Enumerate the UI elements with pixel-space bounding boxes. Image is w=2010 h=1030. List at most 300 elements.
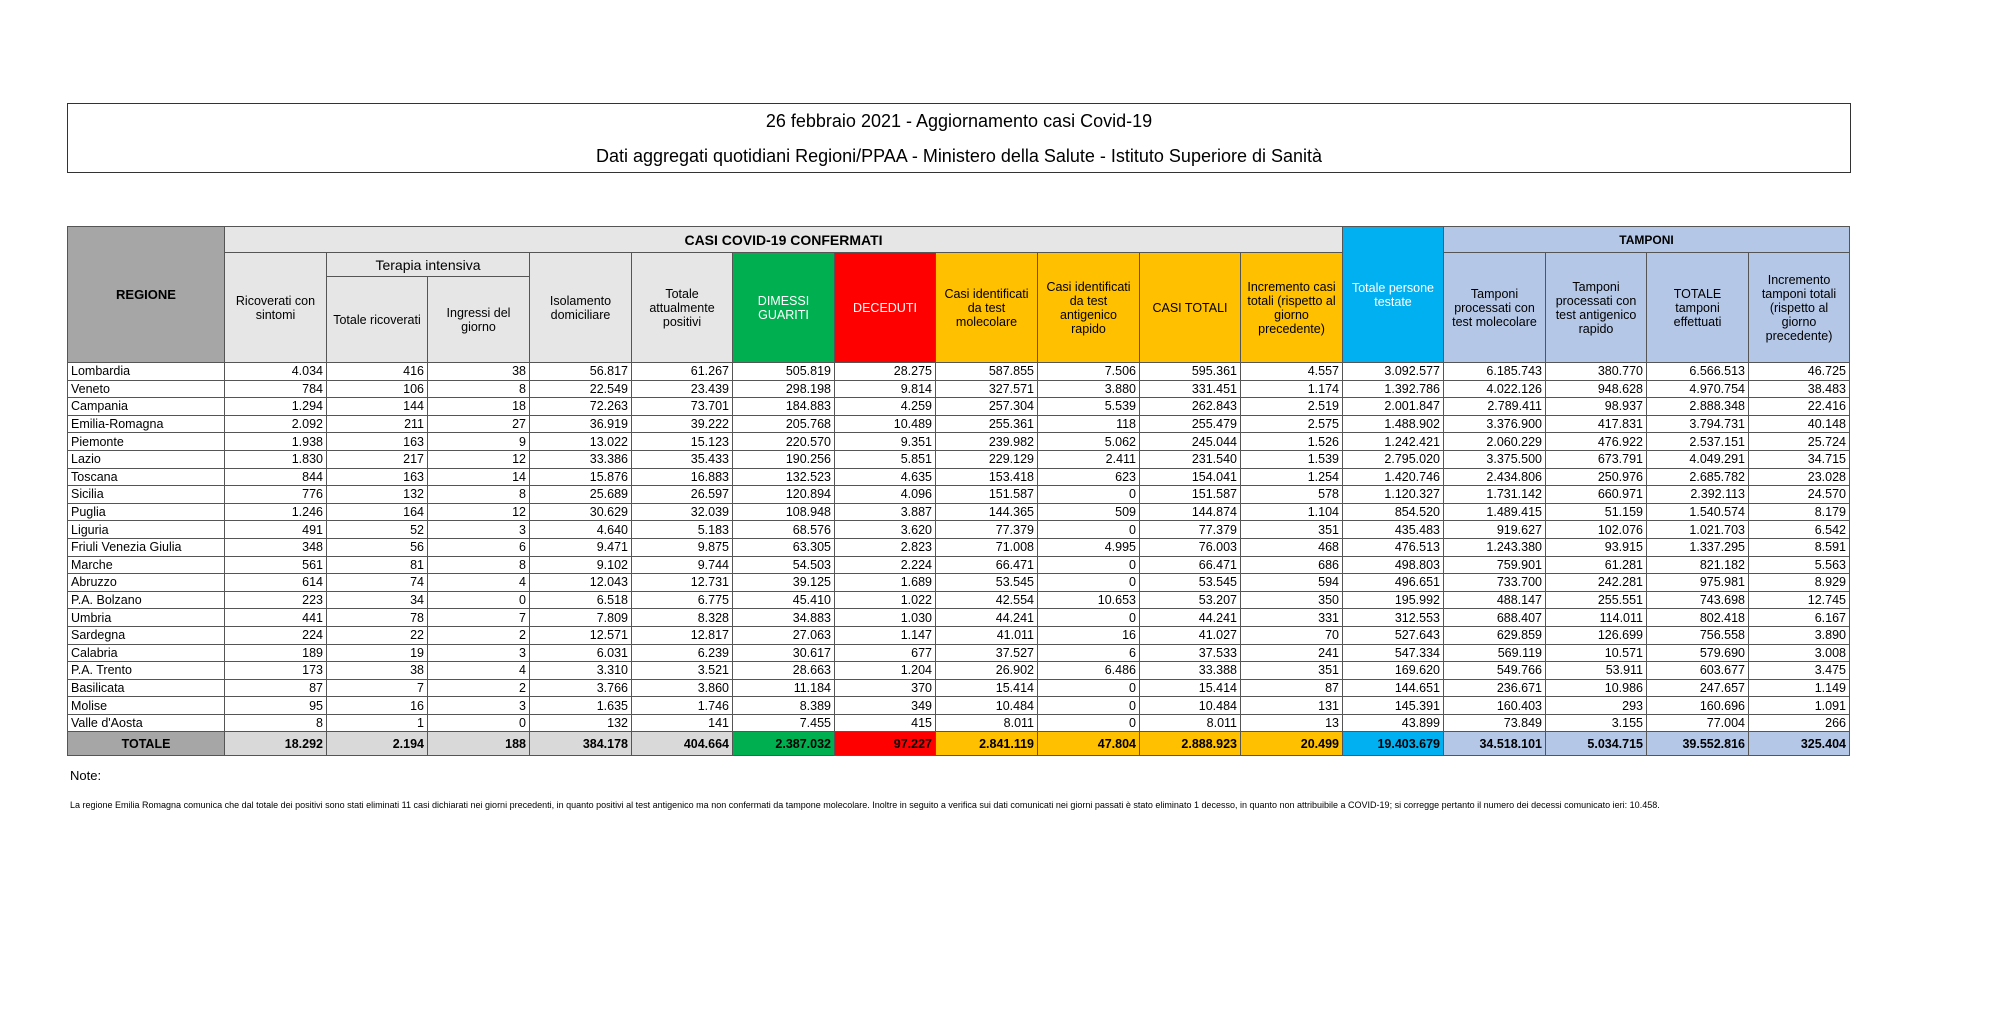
data-cell: 205.768 [733, 415, 835, 433]
data-cell: 4 [428, 662, 530, 680]
data-cell: 2 [428, 679, 530, 697]
data-cell: 108.948 [733, 503, 835, 521]
data-cell: 350 [1241, 591, 1343, 609]
data-cell: 8.011 [936, 714, 1038, 732]
region-name-cell: Toscana [68, 468, 225, 486]
data-cell: 52 [327, 521, 428, 539]
data-cell: 7.809 [530, 609, 632, 627]
data-cell: 102.076 [1546, 521, 1647, 539]
data-cell: 43.899 [1343, 714, 1444, 732]
data-cell: 44.241 [936, 609, 1038, 627]
data-cell: 948.628 [1546, 380, 1647, 398]
total-cell: 325.404 [1749, 732, 1850, 756]
region-name-cell: Liguria [68, 521, 225, 539]
data-cell: 527.643 [1343, 626, 1444, 644]
data-cell: 10.986 [1546, 679, 1647, 697]
data-cell: 4.259 [835, 398, 936, 416]
data-cell: 114.011 [1546, 609, 1647, 627]
data-cell: 4.640 [530, 521, 632, 539]
region-name-cell: Piemonte [68, 433, 225, 451]
data-cell: 441 [225, 609, 327, 627]
data-cell: 1.540.574 [1647, 503, 1749, 521]
data-cell: 3.860 [632, 679, 733, 697]
table-row [68, 644, 1850, 662]
data-cell: 66.471 [1140, 556, 1241, 574]
data-cell: 72.263 [530, 398, 632, 416]
data-cell: 1.254 [1241, 468, 1343, 486]
data-cell: 77.004 [1647, 714, 1749, 732]
data-cell: 3 [428, 521, 530, 539]
data-cell: 34.883 [733, 609, 835, 627]
data-cell: 36.919 [530, 415, 632, 433]
data-cell: 106 [327, 380, 428, 398]
data-cell: 141 [632, 714, 733, 732]
data-cell: 2.519 [1241, 398, 1343, 416]
data-cell: 8 [428, 380, 530, 398]
data-cell: 24.570 [1749, 486, 1850, 504]
data-cell: 53.545 [1140, 574, 1241, 592]
data-cell: 677 [835, 644, 936, 662]
data-cell: 9.471 [530, 538, 632, 556]
data-cell: 6.518 [530, 591, 632, 609]
header-regione: REGIONE [68, 227, 225, 363]
header-casi-totali: CASI TOTALI [1140, 253, 1241, 363]
table-row [68, 556, 1850, 574]
data-cell: 189 [225, 644, 327, 662]
data-cell: 37.533 [1140, 644, 1241, 662]
data-cell: 78 [327, 609, 428, 627]
data-cell: 569.119 [1444, 644, 1546, 662]
data-cell: 144.651 [1343, 679, 1444, 697]
data-cell: 73.849 [1444, 714, 1546, 732]
data-cell: 9.744 [632, 556, 733, 574]
data-cell: 8.929 [1749, 574, 1850, 592]
data-cell: 3.310 [530, 662, 632, 680]
data-cell: 12.817 [632, 626, 733, 644]
data-cell: 0 [1038, 714, 1140, 732]
data-cell: 46.725 [1749, 363, 1850, 381]
data-cell: 42.554 [936, 591, 1038, 609]
data-cell: 476.513 [1343, 538, 1444, 556]
data-cell: 12 [428, 503, 530, 521]
data-cell: 3.880 [1038, 380, 1140, 398]
data-cell: 1.243.380 [1444, 538, 1546, 556]
table-row [68, 380, 1850, 398]
data-cell: 8.179 [1749, 503, 1850, 521]
note-text: La regione Emilia Romagna comunica che dal totale dei positivi sono stati eliminati 11 casi dichiarati nei giorni precedenti, in quanto positivi al test antigenico ma non confermati da tampone molecolare. Inoltre in seguito a verifica sui dati comunicati nei giorni passati è stato eliminato 1 decesso, in quanto non attribuibile a COVID-19; si corregge pertanto il numero dei decessi comunicato ieri: 10.458. [70, 800, 1660, 810]
data-cell: 0 [1038, 556, 1140, 574]
data-cell: 623 [1038, 468, 1140, 486]
data-cell: 549.766 [1444, 662, 1546, 680]
data-cell: 4.022.126 [1444, 380, 1546, 398]
data-cell: 12.731 [632, 574, 733, 592]
header-casi-antigenico: Casi identificati da test antigenico rapido [1038, 253, 1140, 363]
data-cell: 5.183 [632, 521, 733, 539]
data-cell: 1.149 [1749, 679, 1850, 697]
data-cell: 6.542 [1749, 521, 1850, 539]
data-cell: 1.120.327 [1343, 486, 1444, 504]
data-cell: 239.982 [936, 433, 1038, 451]
report-subtitle: Dati aggregati quotidiani Regioni/PPAA - Ministero della Salute - Istituto Superiore di Sanità [595, 146, 1323, 166]
data-cell: 0 [1038, 521, 1140, 539]
data-cell: 660.971 [1546, 486, 1647, 504]
data-cell: 2.888.348 [1647, 398, 1749, 416]
data-cell: 34 [327, 591, 428, 609]
data-cell: 686 [1241, 556, 1343, 574]
header-persone-testate: Totale persone testate [1343, 227, 1444, 363]
data-cell: 4.635 [835, 468, 936, 486]
data-cell: 0 [1038, 697, 1140, 715]
header-isolamento: Isolamento domiciliare [530, 253, 632, 363]
total-cell: 2.888.923 [1140, 732, 1241, 756]
data-cell: 1.526 [1241, 433, 1343, 451]
data-cell: 351 [1241, 521, 1343, 539]
data-cell: 9 [428, 433, 530, 451]
data-cell: 2.060.229 [1444, 433, 1546, 451]
data-cell: 468 [1241, 538, 1343, 556]
data-cell: 3 [428, 697, 530, 715]
data-cell: 509 [1038, 503, 1140, 521]
region-name-cell: Emilia-Romagna [68, 415, 225, 433]
data-cell: 8.011 [1140, 714, 1241, 732]
table-row [68, 679, 1850, 697]
table-row [68, 398, 1850, 416]
region-name-cell: P.A. Trento [68, 662, 225, 680]
data-cell: 40.148 [1749, 415, 1850, 433]
region-name-cell: Basilicata [68, 679, 225, 697]
data-cell: 547.334 [1343, 644, 1444, 662]
data-cell: 1.174 [1241, 380, 1343, 398]
data-cell: 144 [327, 398, 428, 416]
data-cell: 349 [835, 697, 936, 715]
data-cell: 25.724 [1749, 433, 1850, 451]
data-cell: 327.571 [936, 380, 1038, 398]
data-cell: 629.859 [1444, 626, 1546, 644]
data-cell: 9.351 [835, 433, 936, 451]
data-cell: 12.043 [530, 574, 632, 592]
table-row [68, 433, 1850, 451]
data-cell: 8.328 [632, 609, 733, 627]
data-cell: 144.365 [936, 503, 1038, 521]
data-cell: 27 [428, 415, 530, 433]
header-totale-positivi: Totale attualmente positivi [632, 253, 733, 363]
data-cell: 16.883 [632, 468, 733, 486]
data-cell: 38 [327, 662, 428, 680]
data-cell: 241 [1241, 644, 1343, 662]
data-cell: 45.410 [733, 591, 835, 609]
data-cell: 2.795.020 [1343, 450, 1444, 468]
total-label-cell: TOTALE [68, 732, 225, 756]
data-cell: 10.489 [835, 415, 936, 433]
data-cell: 3.376.900 [1444, 415, 1546, 433]
data-cell: 71.008 [936, 538, 1038, 556]
data-cell: 1.488.902 [1343, 415, 1444, 433]
data-cell: 6.167 [1749, 609, 1850, 627]
data-cell: 488.147 [1444, 591, 1546, 609]
data-cell: 8.389 [733, 697, 835, 715]
data-cell: 28.663 [733, 662, 835, 680]
header-incremento-tamponi: Incremento tamponi totali (rispetto al giorno precedente) [1749, 253, 1850, 363]
data-cell: 257.304 [936, 398, 1038, 416]
data-cell: 236.671 [1444, 679, 1546, 697]
data-cell: 614 [225, 574, 327, 592]
data-cell: 3.766 [530, 679, 632, 697]
data-cell: 505.819 [733, 363, 835, 381]
data-cell: 759.901 [1444, 556, 1546, 574]
data-cell: 498.803 [1343, 556, 1444, 574]
table-row [68, 486, 1850, 504]
data-cell: 12.571 [530, 626, 632, 644]
data-cell: 195.992 [1343, 591, 1444, 609]
data-cell: 131 [1241, 697, 1343, 715]
data-cell: 1.689 [835, 574, 936, 592]
region-name-cell: Valle d'Aosta [68, 714, 225, 732]
data-cell: 27.063 [733, 626, 835, 644]
data-cell: 262.843 [1140, 398, 1241, 416]
data-cell: 77.379 [936, 521, 1038, 539]
data-cell: 132 [530, 714, 632, 732]
data-cell: 98.937 [1546, 398, 1647, 416]
data-cell: 6.566.513 [1647, 363, 1749, 381]
total-cell: 97.227 [835, 732, 936, 756]
data-cell: 132 [327, 486, 428, 504]
data-cell: 211 [327, 415, 428, 433]
data-cell: 81 [327, 556, 428, 574]
data-cell: 0 [1038, 609, 1140, 627]
data-cell: 13.022 [530, 433, 632, 451]
table-row [68, 415, 1850, 433]
data-cell: 22 [327, 626, 428, 644]
header-tamponi-molecolare: Tamponi processati con test molecolare [1444, 253, 1546, 363]
data-cell: 8 [225, 714, 327, 732]
data-cell: 2 [428, 626, 530, 644]
data-cell: 7.506 [1038, 363, 1140, 381]
data-cell: 1.021.703 [1647, 521, 1749, 539]
data-cell: 255.361 [936, 415, 1038, 433]
data-cell: 33.388 [1140, 662, 1241, 680]
data-cell: 3.521 [632, 662, 733, 680]
data-cell: 2.224 [835, 556, 936, 574]
data-cell: 1.830 [225, 450, 327, 468]
data-cell: 1.091 [1749, 697, 1850, 715]
data-cell: 30.629 [530, 503, 632, 521]
total-cell: 20.499 [1241, 732, 1343, 756]
data-cell: 15.414 [1140, 679, 1241, 697]
data-cell: 242.281 [1546, 574, 1647, 592]
data-cell: 12.745 [1749, 591, 1850, 609]
data-cell: 22.416 [1749, 398, 1850, 416]
total-cell: 5.034.715 [1546, 732, 1647, 756]
data-cell: 854.520 [1343, 503, 1444, 521]
data-cell: 7 [428, 609, 530, 627]
data-cell: 578 [1241, 486, 1343, 504]
data-cell: 132.523 [733, 468, 835, 486]
data-cell: 3 [428, 644, 530, 662]
table-row [68, 574, 1850, 592]
data-cell: 153.418 [936, 468, 1038, 486]
data-cell: 919.627 [1444, 521, 1546, 539]
data-cell: 16 [327, 697, 428, 715]
data-cell: 231.540 [1140, 450, 1241, 468]
data-cell: 1.204 [835, 662, 936, 680]
header-totale-ricoverati: Totale ricoverati [327, 277, 428, 363]
data-cell: 2.575 [1241, 415, 1343, 433]
data-cell: 6.185.743 [1444, 363, 1546, 381]
data-cell: 496.651 [1343, 574, 1444, 592]
data-cell: 0 [428, 591, 530, 609]
data-cell: 1.539 [1241, 450, 1343, 468]
region-name-cell: Calabria [68, 644, 225, 662]
data-cell: 4.995 [1038, 538, 1140, 556]
data-cell: 1.022 [835, 591, 936, 609]
table-row [68, 662, 1850, 680]
data-cell: 4.096 [835, 486, 936, 504]
total-cell: 19.403.679 [1343, 732, 1444, 756]
table-row [68, 697, 1850, 715]
data-cell: 5.539 [1038, 398, 1140, 416]
data-cell: 12 [428, 450, 530, 468]
data-cell: 6.239 [632, 644, 733, 662]
data-cell: 688.407 [1444, 609, 1546, 627]
data-cell: 4.557 [1241, 363, 1343, 381]
data-cell: 87 [1241, 679, 1343, 697]
data-cell: 331 [1241, 609, 1343, 627]
total-cell: 2.841.119 [936, 732, 1038, 756]
data-cell: 351 [1241, 662, 1343, 680]
region-name-cell: Sicilia [68, 486, 225, 504]
header-dimessi-guariti: DIMESSI GUARITI [733, 253, 835, 363]
data-cell: 15.876 [530, 468, 632, 486]
header-deceduti: DECEDUTI [835, 253, 936, 363]
header-casi-molecolare: Casi identificati da test molecolare [936, 253, 1038, 363]
data-cell: 10.484 [936, 697, 1038, 715]
data-cell: 2.001.847 [1343, 398, 1444, 416]
data-cell: 7.455 [733, 714, 835, 732]
data-cell: 30.617 [733, 644, 835, 662]
data-cell: 39.125 [733, 574, 835, 592]
data-cell: 595.361 [1140, 363, 1241, 381]
data-cell: 6.486 [1038, 662, 1140, 680]
total-cell: 2.194 [327, 732, 428, 756]
data-cell: 11.184 [733, 679, 835, 697]
data-cell: 9.814 [835, 380, 936, 398]
total-cell: 18.292 [225, 732, 327, 756]
data-cell: 35.433 [632, 450, 733, 468]
data-cell: 1.294 [225, 398, 327, 416]
data-cell: 0 [1038, 574, 1140, 592]
data-cell: 3.155 [1546, 714, 1647, 732]
data-cell: 9.102 [530, 556, 632, 574]
data-cell: 312.553 [1343, 609, 1444, 627]
data-cell: 3.794.731 [1647, 415, 1749, 433]
data-cell: 1.938 [225, 433, 327, 451]
table-row [68, 503, 1850, 521]
data-cell: 15.123 [632, 433, 733, 451]
region-name-cell: Lombardia [68, 363, 225, 381]
data-cell: 37.527 [936, 644, 1038, 662]
data-cell: 415 [835, 714, 936, 732]
data-cell: 3.008 [1749, 644, 1850, 662]
data-cell: 8 [428, 556, 530, 574]
data-cell: 34.715 [1749, 450, 1850, 468]
data-cell: 26.902 [936, 662, 1038, 680]
region-name-cell: P.A. Bolzano [68, 591, 225, 609]
data-cell: 2.411 [1038, 450, 1140, 468]
data-cell: 10.653 [1038, 591, 1140, 609]
data-cell: 6 [428, 538, 530, 556]
table-row [68, 468, 1850, 486]
data-cell: 594 [1241, 574, 1343, 592]
data-cell: 10.484 [1140, 697, 1241, 715]
header-ricoverati: Ricoverati con sintomi [225, 253, 327, 363]
data-cell: 293 [1546, 697, 1647, 715]
data-cell: 370 [835, 679, 936, 697]
data-cell: 18 [428, 398, 530, 416]
data-cell: 3.890 [1749, 626, 1850, 644]
data-cell: 2.092 [225, 415, 327, 433]
total-cell: 188 [428, 732, 530, 756]
data-cell: 32.039 [632, 503, 733, 521]
data-cell: 776 [225, 486, 327, 504]
total-row [68, 732, 1850, 756]
data-cell: 7 [327, 679, 428, 697]
data-cell: 4 [428, 574, 530, 592]
data-cell: 9.875 [632, 538, 733, 556]
region-name-cell: Marche [68, 556, 225, 574]
data-cell: 38.483 [1749, 380, 1850, 398]
data-cell: 13 [1241, 714, 1343, 732]
data-cell: 4.049.291 [1647, 450, 1749, 468]
table-row [68, 609, 1850, 627]
table-body [68, 363, 1850, 756]
data-cell: 56 [327, 538, 428, 556]
data-cell: 6.775 [632, 591, 733, 609]
table-row [68, 714, 1850, 732]
data-cell: 561 [225, 556, 327, 574]
data-cell: 3.375.500 [1444, 450, 1546, 468]
data-cell: 151.587 [936, 486, 1038, 504]
data-cell: 144.874 [1140, 503, 1241, 521]
data-cell: 14 [428, 468, 530, 486]
data-cell: 93.915 [1546, 538, 1647, 556]
data-cell: 1.147 [835, 626, 936, 644]
data-cell: 247.657 [1647, 679, 1749, 697]
data-cell: 417.831 [1546, 415, 1647, 433]
region-name-cell: Lazio [68, 450, 225, 468]
region-name-cell: Sardegna [68, 626, 225, 644]
data-cell: 0 [1038, 679, 1140, 697]
data-cell: 68.576 [733, 521, 835, 539]
data-cell: 118 [1038, 415, 1140, 433]
data-cell: 3.092.577 [1343, 363, 1444, 381]
data-cell: 6.031 [530, 644, 632, 662]
data-cell: 223 [225, 591, 327, 609]
report-title-box [67, 103, 1851, 173]
data-cell: 2.434.806 [1444, 468, 1546, 486]
covid-data-table [67, 226, 1850, 756]
table-row [68, 538, 1850, 556]
table-row [68, 521, 1850, 539]
data-cell: 53.207 [1140, 591, 1241, 609]
header-ingressi-giorno: Ingressi del giorno [428, 277, 530, 363]
data-cell: 0 [1038, 486, 1140, 504]
region-name-cell: Abruzzo [68, 574, 225, 592]
data-cell: 151.587 [1140, 486, 1241, 504]
data-cell: 2.823 [835, 538, 936, 556]
data-cell: 255.479 [1140, 415, 1241, 433]
header-terapia-intensiva: Terapia intensiva [327, 253, 530, 277]
data-cell: 1.731.142 [1444, 486, 1546, 504]
